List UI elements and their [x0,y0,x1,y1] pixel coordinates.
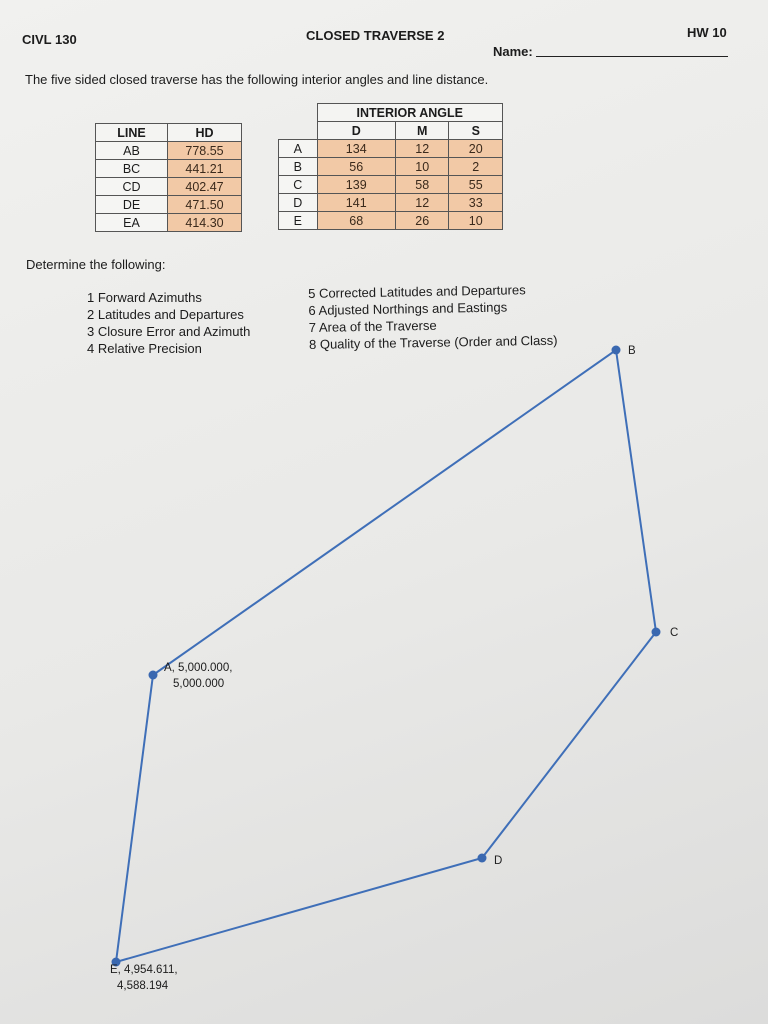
interior-angle-title: INTERIOR ANGLE [317,104,503,122]
task-item: 5 Corrected Latitudes and Departures [308,282,526,301]
point-cell: D [279,194,318,212]
determine-label: Determine the following: [26,257,166,272]
point-c [652,628,661,637]
task-item: 7 Area of the Traverse [308,317,437,335]
degrees-cell: 134 [317,140,395,158]
point-b [612,346,621,355]
line-cell: EA [96,214,168,232]
hd-cell: 414.30 [168,214,242,232]
point-label-c: C [670,627,679,639]
name-label: Name: [493,44,533,59]
point-e-coordinates [110,962,178,994]
degrees-cell: 139 [317,176,395,194]
point-cell: A [279,140,318,158]
minutes-cell: 10 [395,158,449,176]
line-cell: AB [96,142,168,160]
point-a-coord-line1: A, 5,000.000, [164,662,233,674]
point-a-coordinates [164,660,232,692]
traverse-outline [116,350,656,962]
homework-number: HW 10 [687,25,727,40]
task-item: 2 Latitudes and Departures [87,307,244,322]
minutes-cell: 12 [395,194,449,212]
hd-cell: 441.21 [168,160,242,178]
seconds-cell: 55 [449,176,503,194]
seconds-cell: 33 [449,194,503,212]
point-a [149,671,158,680]
intro-text: The five sided closed traverse has the following interior angles and line distance. [25,72,489,87]
col-header-minutes: M [395,122,449,140]
point-a-coord-line2: 5,000.000 [173,678,225,690]
task-item: 3 Closure Error and Azimuth [87,324,251,339]
task-item: 1 Forward Azimuths [87,290,202,305]
point-d [478,854,487,863]
task-item: 6 Adjusted Northings and Eastings [308,299,508,318]
seconds-cell: 2 [449,158,503,176]
col-header-line: LINE [96,124,168,142]
minutes-cell: 12 [395,140,449,158]
col-header-degrees: D [317,122,395,140]
point-label-d: D [494,855,503,867]
point-label-b: B [628,345,636,357]
degrees-cell: 56 [317,158,395,176]
degrees-cell: 68 [317,212,395,230]
course-code: CIVL 130 [22,32,77,47]
line-cell: DE [96,196,168,214]
seconds-cell: 10 [449,212,503,230]
hd-cell: 471.50 [168,196,242,214]
task-item: 4 Relative Precision [87,341,202,356]
point-cell: E [279,212,318,230]
point-cell: C [279,176,318,194]
point-cell: B [279,158,318,176]
col-header-seconds: S [449,122,503,140]
col-header-hd: HD [168,124,242,142]
page-title: CLOSED TRAVERSE 2 [306,28,445,43]
hd-cell: 402.47 [168,178,242,196]
point-e-coord-line1: E, 4,954.611, [110,964,178,976]
minutes-cell: 58 [395,176,449,194]
line-cell: CD [96,178,168,196]
point-e-coord-line2: 4,588.194 [117,980,169,992]
hd-cell: 778.55 [168,142,242,160]
degrees-cell: 141 [317,194,395,212]
minutes-cell: 26 [395,212,449,230]
seconds-cell: 20 [449,140,503,158]
line-cell: BC [96,160,168,178]
task-item: 8 Quality of the Traverse (Order and Class) [308,332,558,352]
